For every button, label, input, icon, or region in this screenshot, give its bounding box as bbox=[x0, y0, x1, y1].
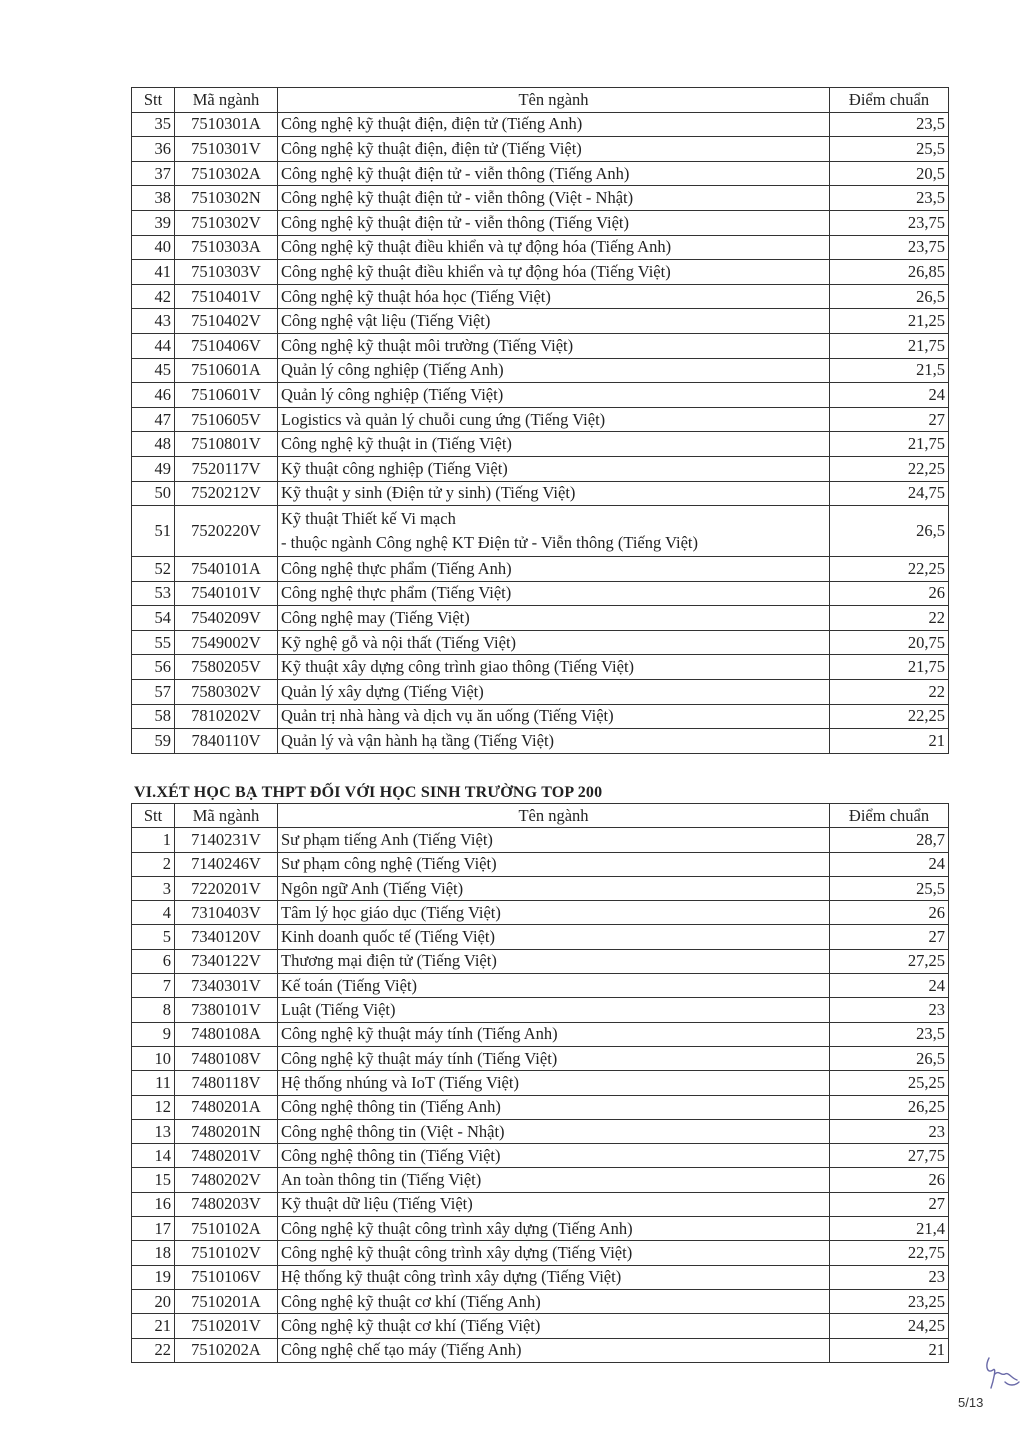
header-ma-nganh: Mã ngành bbox=[175, 88, 278, 113]
table-row bbox=[132, 333, 949, 358]
diem-chuan-cell: 25,5 bbox=[830, 876, 949, 900]
table-row bbox=[132, 1338, 949, 1362]
ma-nganh-cell: 7140246V bbox=[175, 852, 278, 876]
diem-chuan-cell: 25,25 bbox=[830, 1071, 949, 1095]
ten-nganh-cell: Quản trị nhà hàng và dịch vụ ăn uống (Tiếng Việt) bbox=[278, 704, 830, 729]
diem-chuan-cell: 21,5 bbox=[830, 358, 949, 383]
stt-cell: 38 bbox=[132, 186, 175, 211]
table-row bbox=[132, 974, 949, 998]
ma-nganh-cell: 7540101V bbox=[175, 581, 278, 606]
stt-cell: 13 bbox=[132, 1119, 175, 1143]
diem-chuan-cell: 22 bbox=[830, 680, 949, 705]
table-row bbox=[132, 260, 949, 285]
ten-nganh-cell: Kỹ thuật y sinh (Điện tử y sinh) (Tiếng Việt) bbox=[278, 481, 830, 506]
ten-nganh-cell: Công nghệ kỹ thuật máy tính (Tiếng Anh) bbox=[278, 1022, 830, 1046]
diem-chuan-cell: 23,5 bbox=[830, 112, 949, 137]
table-header-row bbox=[132, 88, 949, 113]
ma-nganh-cell: 7480201N bbox=[175, 1119, 278, 1143]
ten-nganh-cell: Quản lý xây dựng (Tiếng Việt) bbox=[278, 680, 830, 705]
ten-nganh-cell: Công nghệ thông tin (Tiếng Việt) bbox=[278, 1144, 830, 1168]
stt-cell: 17 bbox=[132, 1217, 175, 1241]
stt-cell: 43 bbox=[132, 309, 175, 334]
ten-nganh-cell: Quản lý công nghiệp (Tiếng Việt) bbox=[278, 383, 830, 408]
ma-nganh-cell: 7540209V bbox=[175, 606, 278, 631]
ma-nganh-cell: 7310403V bbox=[175, 901, 278, 925]
ten-nganh-cell: Công nghệ thực phẩm (Tiếng Anh) bbox=[278, 557, 830, 582]
table-row bbox=[132, 630, 949, 655]
table-row bbox=[132, 432, 949, 457]
diem-chuan-cell: 21 bbox=[830, 729, 949, 754]
stt-cell: 14 bbox=[132, 1144, 175, 1168]
diem-chuan-cell: 21,4 bbox=[830, 1217, 949, 1241]
ma-nganh-cell: 7510605V bbox=[175, 407, 278, 432]
table-row bbox=[132, 407, 949, 432]
ma-nganh-cell: 7549002V bbox=[175, 630, 278, 655]
table-row bbox=[132, 309, 949, 334]
ten-nganh-cell bbox=[278, 506, 830, 557]
stt-cell: 48 bbox=[132, 432, 175, 457]
ten-nganh-cell: Công nghệ thực phẩm (Tiếng Việt) bbox=[278, 581, 830, 606]
ten-nganh-cell: Kỹ thuật xây dựng công trình giao thông (Tiếng Việt) bbox=[278, 655, 830, 680]
diem-chuan-cell: 27,75 bbox=[830, 1144, 949, 1168]
ma-nganh-cell: 7510302A bbox=[175, 161, 278, 186]
stt-cell: 10 bbox=[132, 1046, 175, 1070]
ten-nganh-cell: Logistics và quản lý chuỗi cung ứng (Tiếng Việt) bbox=[278, 407, 830, 432]
diem-chuan-cell: 22 bbox=[830, 606, 949, 631]
stt-cell: 59 bbox=[132, 729, 175, 754]
diem-chuan-cell: 23,75 bbox=[830, 235, 949, 260]
diem-chuan-cell: 21,75 bbox=[830, 333, 949, 358]
header-ten-nganh: Tên ngành bbox=[278, 88, 830, 113]
diem-chuan-cell: 26,25 bbox=[830, 1095, 949, 1119]
table-row bbox=[132, 606, 949, 631]
ten-nganh-cell: Công nghệ thông tin (Việt - Nhật) bbox=[278, 1119, 830, 1143]
ma-nganh-cell: 7480108A bbox=[175, 1022, 278, 1046]
stt-cell: 51 bbox=[132, 506, 175, 557]
table-row bbox=[132, 1168, 949, 1192]
diem-chuan-cell: 26 bbox=[830, 901, 949, 925]
stt-cell: 58 bbox=[132, 704, 175, 729]
header-ten-nganh: Tên ngành bbox=[278, 804, 830, 828]
ma-nganh-cell: 7510102A bbox=[175, 1217, 278, 1241]
ma-nganh-cell: 7510302V bbox=[175, 210, 278, 235]
ma-nganh-cell: 7510201A bbox=[175, 1289, 278, 1313]
diem-chuan-cell: 21,75 bbox=[830, 655, 949, 680]
diem-chuan-cell: 26 bbox=[830, 581, 949, 606]
diem-chuan-cell: 23,25 bbox=[830, 1289, 949, 1313]
ten-nganh-cell: Tâm lý học giáo dục (Tiếng Việt) bbox=[278, 901, 830, 925]
diem-chuan-cell: 20,75 bbox=[830, 630, 949, 655]
table-row bbox=[132, 557, 949, 582]
ten-nganh-cell: Công nghệ kỹ thuật cơ khí (Tiếng Anh) bbox=[278, 1289, 830, 1313]
ten-nganh-cell: Công nghệ kỹ thuật điều khiển và tự động hóa (Tiếng Việt) bbox=[278, 260, 830, 285]
ma-nganh-cell: 7510401V bbox=[175, 284, 278, 309]
table-row bbox=[132, 1265, 949, 1289]
table-row bbox=[132, 235, 949, 260]
ten-nganh-cell: Công nghệ chế tạo máy (Tiếng Anh) bbox=[278, 1338, 830, 1362]
ten-nganh-line-1: Kỹ thuật Thiết kế Vi mạch bbox=[281, 509, 456, 529]
diem-chuan-cell: 28,7 bbox=[830, 828, 949, 852]
diem-chuan-cell: 26 bbox=[830, 1168, 949, 1192]
table-header-row bbox=[132, 804, 949, 828]
diem-chuan-cell: 27,25 bbox=[830, 949, 949, 973]
ten-nganh-cell: Thương mại điện tử (Tiếng Việt) bbox=[278, 949, 830, 973]
table-row bbox=[132, 581, 949, 606]
diem-chuan-cell: 22,25 bbox=[830, 704, 949, 729]
stt-cell: 42 bbox=[132, 284, 175, 309]
table-1-body bbox=[132, 112, 949, 753]
ma-nganh-cell: 7480108V bbox=[175, 1046, 278, 1070]
stt-cell: 37 bbox=[132, 161, 175, 186]
table-row bbox=[132, 1095, 949, 1119]
ma-nganh-cell: 7340120V bbox=[175, 925, 278, 949]
ten-nganh-cell: Hệ thống nhúng và IoT (Tiếng Việt) bbox=[278, 1071, 830, 1095]
diem-chuan-cell: 27 bbox=[830, 1192, 949, 1216]
table-row bbox=[132, 925, 949, 949]
diem-chuan-cell: 26,5 bbox=[830, 1046, 949, 1070]
ten-nganh-cell: Sư phạm công nghệ (Tiếng Việt) bbox=[278, 852, 830, 876]
table-row bbox=[132, 680, 949, 705]
ma-nganh-cell: 7540101A bbox=[175, 557, 278, 582]
ma-nganh-cell: 7510402V bbox=[175, 309, 278, 334]
admission-table-2 bbox=[131, 803, 949, 1363]
stt-cell: 52 bbox=[132, 557, 175, 582]
ten-nganh-cell: Kỹ thuật công nghiệp (Tiếng Việt) bbox=[278, 456, 830, 481]
diem-chuan-cell: 23 bbox=[830, 1119, 949, 1143]
stt-cell: 39 bbox=[132, 210, 175, 235]
ten-nganh-cell: Kế toán (Tiếng Việt) bbox=[278, 974, 830, 998]
ma-nganh-cell: 7510601A bbox=[175, 358, 278, 383]
stt-cell: 2 bbox=[132, 852, 175, 876]
diem-chuan-cell: 22,75 bbox=[830, 1241, 949, 1265]
stt-cell: 20 bbox=[132, 1289, 175, 1313]
table-row bbox=[132, 704, 949, 729]
ten-nganh-cell: Quản lý công nghiệp (Tiếng Anh) bbox=[278, 358, 830, 383]
ma-nganh-cell: 7510202A bbox=[175, 1338, 278, 1362]
ten-nganh-cell: Công nghệ kỹ thuật môi trường (Tiếng Việt) bbox=[278, 333, 830, 358]
table-row bbox=[132, 852, 949, 876]
ma-nganh-cell: 7480118V bbox=[175, 1071, 278, 1095]
diem-chuan-cell: 22,25 bbox=[830, 456, 949, 481]
table-row bbox=[132, 137, 949, 162]
ma-nganh-cell: 7580205V bbox=[175, 655, 278, 680]
diem-chuan-cell: 21,75 bbox=[830, 432, 949, 457]
ten-nganh-cell: Hệ thống kỹ thuật công trình xây dựng (Tiếng Việt) bbox=[278, 1265, 830, 1289]
table-row bbox=[132, 998, 949, 1022]
ten-nganh-cell: Quản lý và vận hành hạ tầng (Tiếng Việt) bbox=[278, 729, 830, 754]
diem-chuan-cell: 23,75 bbox=[830, 210, 949, 235]
ma-nganh-cell: 7480202V bbox=[175, 1168, 278, 1192]
diem-chuan-cell: 26,5 bbox=[830, 506, 949, 557]
ten-nganh-cell: Công nghệ kỹ thuật điện tử - viễn thông (Tiếng Việt) bbox=[278, 210, 830, 235]
header-diem-chuan: Điểm chuẩn bbox=[830, 804, 949, 828]
table-row bbox=[132, 112, 949, 137]
stt-cell: 3 bbox=[132, 876, 175, 900]
table-row bbox=[132, 1289, 949, 1313]
ma-nganh-cell: 7520220V bbox=[175, 506, 278, 557]
table-row bbox=[132, 1046, 949, 1070]
header-diem-chuan: Điểm chuẩn bbox=[830, 88, 949, 113]
ma-nganh-cell: 7340122V bbox=[175, 949, 278, 973]
ma-nganh-cell: 7480201A bbox=[175, 1095, 278, 1119]
stt-cell: 15 bbox=[132, 1168, 175, 1192]
table-row bbox=[132, 828, 949, 852]
stt-cell: 35 bbox=[132, 112, 175, 137]
stt-cell: 57 bbox=[132, 680, 175, 705]
ten-nganh-cell: Công nghệ may (Tiếng Việt) bbox=[278, 606, 830, 631]
ma-nganh-cell: 7480203V bbox=[175, 1192, 278, 1216]
stt-cell: 45 bbox=[132, 358, 175, 383]
diem-chuan-cell: 21 bbox=[830, 1338, 949, 1362]
stt-cell: 56 bbox=[132, 655, 175, 680]
ten-nganh-cell: Công nghệ kỹ thuật điện tử - viễn thông (Tiếng Anh) bbox=[278, 161, 830, 186]
table-row bbox=[132, 876, 949, 900]
ma-nganh-cell: 7510303V bbox=[175, 260, 278, 285]
diem-chuan-cell: 23,5 bbox=[830, 1022, 949, 1046]
diem-chuan-cell: 24 bbox=[830, 383, 949, 408]
table-row bbox=[132, 729, 949, 754]
ten-nganh-cell: Công nghệ kỹ thuật điều khiển và tự động hóa (Tiếng Anh) bbox=[278, 235, 830, 260]
table-row bbox=[132, 949, 949, 973]
table-row bbox=[132, 1217, 949, 1241]
diem-chuan-cell: 24 bbox=[830, 974, 949, 998]
ten-nganh-cell: An toàn thông tin (Tiếng Việt) bbox=[278, 1168, 830, 1192]
ten-nganh-cell: Sư phạm tiếng Anh (Tiếng Việt) bbox=[278, 828, 830, 852]
header-stt: Stt bbox=[132, 804, 175, 828]
ma-nganh-cell: 7520117V bbox=[175, 456, 278, 481]
stt-cell: 49 bbox=[132, 456, 175, 481]
table-row bbox=[132, 1071, 949, 1095]
ten-nganh-cell: Công nghệ vật liệu (Tiếng Việt) bbox=[278, 309, 830, 334]
table-row bbox=[132, 506, 949, 557]
stt-cell: 7 bbox=[132, 974, 175, 998]
diem-chuan-cell: 26,85 bbox=[830, 260, 949, 285]
stt-cell: 9 bbox=[132, 1022, 175, 1046]
header-ma-nganh: Mã ngành bbox=[175, 804, 278, 828]
stt-cell: 55 bbox=[132, 630, 175, 655]
signature-mark bbox=[983, 1352, 1020, 1392]
table-row bbox=[132, 655, 949, 680]
table-row bbox=[132, 1241, 949, 1265]
ma-nganh-cell: 7510303A bbox=[175, 235, 278, 260]
diem-chuan-cell: 24,25 bbox=[830, 1314, 949, 1338]
diem-chuan-cell: 22,25 bbox=[830, 557, 949, 582]
ten-nganh-cell: Kinh doanh quốc tế (Tiếng Việt) bbox=[278, 925, 830, 949]
stt-cell: 41 bbox=[132, 260, 175, 285]
stt-cell: 21 bbox=[132, 1314, 175, 1338]
ten-nganh-cell: Luật (Tiếng Việt) bbox=[278, 998, 830, 1022]
stt-cell: 46 bbox=[132, 383, 175, 408]
diem-chuan-cell: 26,5 bbox=[830, 284, 949, 309]
ten-nganh-cell: Công nghệ kỹ thuật điện, điện tử (Tiếng Anh) bbox=[278, 112, 830, 137]
ten-nganh-line-2: - thuộc ngành Công nghệ KT Điện tử - Viễn thông (Tiếng Việt) bbox=[281, 533, 698, 553]
stt-cell: 36 bbox=[132, 137, 175, 162]
ma-nganh-cell: 7510601V bbox=[175, 383, 278, 408]
ma-nganh-cell: 7510406V bbox=[175, 333, 278, 358]
ten-nganh-cell: Kỹ nghệ gỗ và nội thất (Tiếng Việt) bbox=[278, 630, 830, 655]
ma-nganh-cell: 7840110V bbox=[175, 729, 278, 754]
diem-chuan-cell: 23,5 bbox=[830, 186, 949, 211]
ma-nganh-cell: 7480201V bbox=[175, 1144, 278, 1168]
ma-nganh-cell: 7510102V bbox=[175, 1241, 278, 1265]
diem-chuan-cell: 20,5 bbox=[830, 161, 949, 186]
stt-cell: 40 bbox=[132, 235, 175, 260]
table-row bbox=[132, 1314, 949, 1338]
stt-cell: 8 bbox=[132, 998, 175, 1022]
ma-nganh-cell: 7520212V bbox=[175, 481, 278, 506]
table-row bbox=[132, 210, 949, 235]
section-heading: VI.XÉT HỌC BẠ THPT ĐỐI VỚI HỌC SINH TRƯỜNG TOP 200 bbox=[134, 784, 603, 801]
ten-nganh-cell: Công nghệ kỹ thuật công trình xây dựng (Tiếng Việt) bbox=[278, 1241, 830, 1265]
stt-cell: 4 bbox=[132, 901, 175, 925]
ten-nganh-cell: Công nghệ kỹ thuật in (Tiếng Việt) bbox=[278, 432, 830, 457]
ten-nganh-cell: Công nghệ kỹ thuật công trình xây dựng (Tiếng Anh) bbox=[278, 1217, 830, 1241]
diem-chuan-cell: 27 bbox=[830, 925, 949, 949]
stt-cell: 1 bbox=[132, 828, 175, 852]
diem-chuan-cell: 24,75 bbox=[830, 481, 949, 506]
ma-nganh-cell: 7220201V bbox=[175, 876, 278, 900]
ma-nganh-cell: 7510302N bbox=[175, 186, 278, 211]
ma-nganh-cell: 7380101V bbox=[175, 998, 278, 1022]
diem-chuan-cell: 24 bbox=[830, 852, 949, 876]
table-row bbox=[132, 186, 949, 211]
admission-table-1 bbox=[131, 87, 949, 754]
table-row bbox=[132, 1119, 949, 1143]
ten-nganh-cell: Công nghệ kỹ thuật máy tính (Tiếng Việt) bbox=[278, 1046, 830, 1070]
stt-cell: 16 bbox=[132, 1192, 175, 1216]
header-stt: Stt bbox=[132, 88, 175, 113]
table-row bbox=[132, 481, 949, 506]
ma-nganh-cell: 7510201V bbox=[175, 1314, 278, 1338]
ma-nganh-cell: 7140231V bbox=[175, 828, 278, 852]
table-row bbox=[132, 1192, 949, 1216]
ten-nganh-cell: Công nghệ kỹ thuật cơ khí (Tiếng Việt) bbox=[278, 1314, 830, 1338]
stt-cell: 50 bbox=[132, 481, 175, 506]
table-2-body bbox=[132, 828, 949, 1363]
ten-nganh-cell: Công nghệ thông tin (Tiếng Anh) bbox=[278, 1095, 830, 1119]
stt-cell: 6 bbox=[132, 949, 175, 973]
ma-nganh-cell: 7580302V bbox=[175, 680, 278, 705]
stt-cell: 53 bbox=[132, 581, 175, 606]
table-row bbox=[132, 383, 949, 408]
stt-cell: 19 bbox=[132, 1265, 175, 1289]
diem-chuan-cell: 21,25 bbox=[830, 309, 949, 334]
stt-cell: 5 bbox=[132, 925, 175, 949]
diem-chuan-cell: 23 bbox=[830, 1265, 949, 1289]
stt-cell: 22 bbox=[132, 1338, 175, 1362]
ten-nganh-cell: Công nghệ kỹ thuật điện tử - viễn thông (Việt - Nhật) bbox=[278, 186, 830, 211]
stt-cell: 44 bbox=[132, 333, 175, 358]
ten-nganh-cell: Công nghệ kỹ thuật điện, điện tử (Tiếng Việt) bbox=[278, 137, 830, 162]
table-row bbox=[132, 901, 949, 925]
stt-cell: 11 bbox=[132, 1071, 175, 1095]
diem-chuan-cell: 25,5 bbox=[830, 137, 949, 162]
table-row bbox=[132, 1022, 949, 1046]
ma-nganh-cell: 7510301A bbox=[175, 112, 278, 137]
stt-cell: 47 bbox=[132, 407, 175, 432]
table-row bbox=[132, 161, 949, 186]
table-row bbox=[132, 358, 949, 383]
ma-nganh-cell: 7810202V bbox=[175, 704, 278, 729]
ten-nganh-cell: Ngôn ngữ Anh (Tiếng Việt) bbox=[278, 876, 830, 900]
diem-chuan-cell: 27 bbox=[830, 407, 949, 432]
table-row bbox=[132, 1144, 949, 1168]
stt-cell: 12 bbox=[132, 1095, 175, 1119]
diem-chuan-cell: 23 bbox=[830, 998, 949, 1022]
ten-nganh-cell: Kỹ thuật dữ liệu (Tiếng Việt) bbox=[278, 1192, 830, 1216]
stt-cell: 18 bbox=[132, 1241, 175, 1265]
table-row bbox=[132, 284, 949, 309]
ma-nganh-cell: 7510301V bbox=[175, 137, 278, 162]
page-number: 5/13 bbox=[958, 1395, 984, 1410]
stt-cell: 54 bbox=[132, 606, 175, 631]
ten-nganh-cell: Công nghệ kỹ thuật hóa học (Tiếng Việt) bbox=[278, 284, 830, 309]
ma-nganh-cell: 7510106V bbox=[175, 1265, 278, 1289]
table-row bbox=[132, 456, 949, 481]
ma-nganh-cell: 7510801V bbox=[175, 432, 278, 457]
ma-nganh-cell: 7340301V bbox=[175, 974, 278, 998]
